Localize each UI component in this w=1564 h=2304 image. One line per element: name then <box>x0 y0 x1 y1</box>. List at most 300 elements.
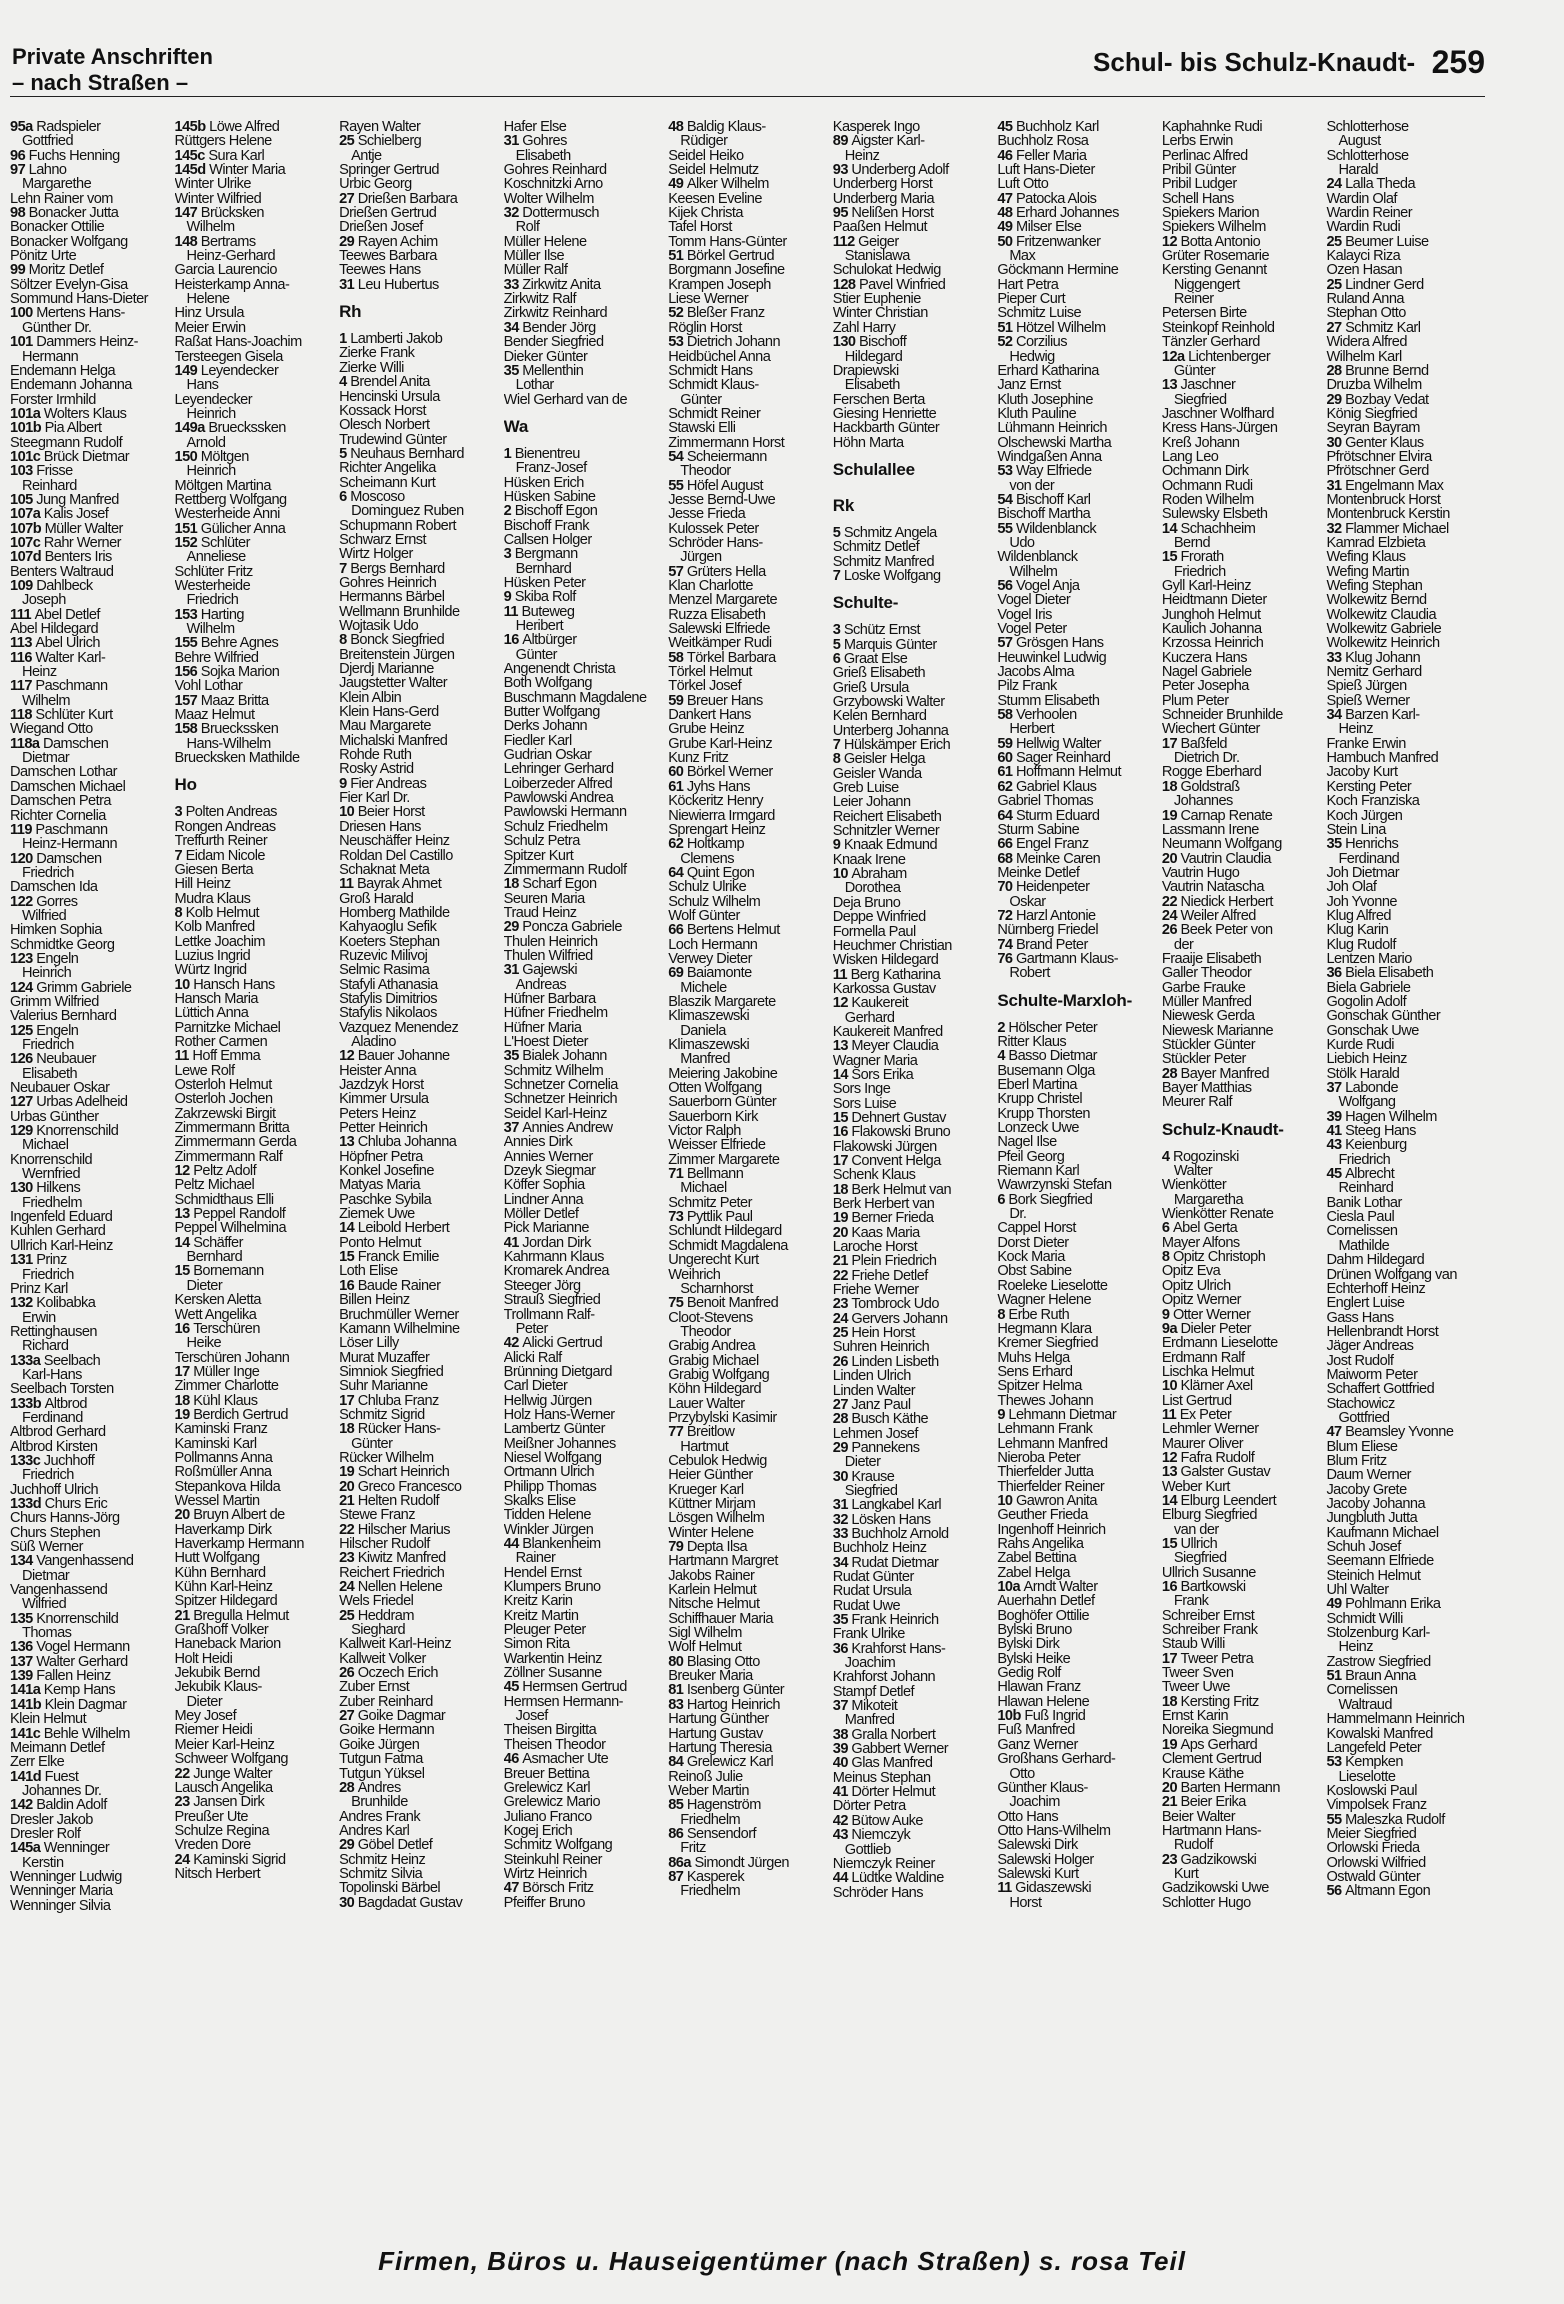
directory-entry: Altbrod Gerhard <box>10 1425 106 1440</box>
directory-entry: Noreika Siegmund <box>1161 1723 1274 1738</box>
directory-entry: Hellwig Jürgen <box>503 1393 592 1408</box>
directory-entry: Schröder Hans <box>832 1885 923 1900</box>
entry-continuation: Wilhelm <box>186 622 235 637</box>
directory-entry: Heidbüchel Anna <box>668 349 771 364</box>
directory-entry: 43 Keienburg <box>1326 1138 1407 1153</box>
house-number: 145d <box>174 163 210 178</box>
house-number: 64 <box>668 865 687 881</box>
house-number: 101b <box>10 421 45 436</box>
directory-entry: Andres Frank <box>339 1809 421 1824</box>
house-number: 16 <box>503 633 523 648</box>
house-number: 48 <box>997 206 1016 221</box>
directory-entry: 36 Krahforst Hans- <box>832 1641 946 1657</box>
house-number: 22 <box>1161 894 1181 909</box>
house-number: 9 <box>503 590 515 605</box>
directory-entry: 54 Bischoff Karl <box>997 492 1091 508</box>
directory-entry: 35 Frank Heinrich <box>832 1613 939 1628</box>
entry-continuation: Theodor <box>680 1324 731 1340</box>
directory-entry: Kaminski Karl <box>174 1436 257 1451</box>
directory-entry: 130 Bischoff <box>832 335 907 350</box>
directory-entry: 30 Genter Klaus <box>1326 435 1424 450</box>
directory-entry: 47 Patocka Alois <box>997 191 1097 207</box>
directory-entry: Abel Hildegard <box>10 622 99 637</box>
directory-entry: Klimaszewski <box>668 1038 750 1053</box>
entry-continuation: Daniela <box>680 1023 726 1038</box>
entry-continuation: Wilhelm <box>186 220 235 235</box>
directory-entry: Kluth Pauline <box>997 406 1077 422</box>
directory-entry: 27 Drießen Barbara <box>339 191 458 207</box>
directory-entry: 51 Braun Anna <box>1326 1669 1416 1684</box>
directory-entry: Liebich Heinz <box>1326 1052 1407 1067</box>
directory-entry: 52 Corzilius <box>997 335 1067 350</box>
directory-entry: Altbrod Kirsten <box>10 1439 98 1454</box>
directory-entry: 29 Göbel Detlef <box>339 1838 433 1853</box>
house-number: 10 <box>1161 1379 1181 1394</box>
directory-entry: Both Wolfgang <box>503 676 592 691</box>
directory-entry: Roeleke Lieselotte <box>997 1278 1108 1294</box>
directory-entry: 41 Dörter Helmut <box>832 1785 936 1800</box>
directory-entry: Hlawan Helene <box>997 1694 1090 1710</box>
house-number: 8 <box>339 633 351 648</box>
house-number: 105 <box>10 492 37 508</box>
directory-entry: Kossack Horst <box>339 403 427 419</box>
directory-entry: Daum Werner <box>1326 1468 1411 1483</box>
directory-entry: Steegmann Rudolf <box>10 435 123 450</box>
directory-entry: Vohl Lothar <box>174 679 243 694</box>
directory-entry: 25 Heddram <box>339 1608 414 1624</box>
directory-entry: Joh Dietmar <box>1326 865 1400 881</box>
house-number: 66 <box>997 837 1016 852</box>
directory-entry: Stafylis Nikolaos <box>339 1006 437 1021</box>
directory-entry: 51 Hötzel Wilhelm <box>997 320 1106 336</box>
directory-entry: Salewski Elfriede <box>668 622 770 637</box>
directory-entry: Garbe Frauke <box>1161 980 1246 995</box>
directory-entry: Stückler Günter <box>1161 1038 1256 1053</box>
directory-column <box>504 120 663 2240</box>
directory-entry: Schweer Wolfgang <box>174 1752 288 1767</box>
directory-entry: Stumm Elisabeth <box>997 693 1100 709</box>
directory-entry: 8 Kolb Helmut <box>174 905 260 921</box>
directory-entry: Heisterkamp Anna- <box>174 277 290 293</box>
directory-entry: 23 Jansen Dirk <box>174 1795 265 1810</box>
directory-entry: 20 Vautrin Claudia <box>1161 851 1271 866</box>
directory-entry: Zimmermann Horst <box>668 435 785 450</box>
directory-entry: 8 Geisler Helga <box>832 752 926 767</box>
house-number: 120 <box>10 851 37 866</box>
directory-entry: Nagel Gabriele <box>1161 665 1252 680</box>
directory-entry: 132 Kolibabka <box>10 1296 96 1311</box>
house-number: 69 <box>668 966 687 981</box>
header-section-title <box>12 44 213 96</box>
directory-entry: Weber Martin <box>668 1783 749 1799</box>
directory-entry: Bischoff Frank <box>503 518 589 533</box>
house-number: 44 <box>832 1871 852 1886</box>
house-number: 20 <box>832 1225 852 1241</box>
directory-entry: Jekubik Klaus- <box>174 1680 262 1695</box>
directory-entry: 24 Weiler Alfred <box>1161 908 1256 924</box>
directory-entry: Rosky Astrid <box>339 762 414 777</box>
directory-entry: Tersteegen Gisela <box>174 349 283 364</box>
directory-entry: 24 Lalla Theda <box>1326 177 1416 192</box>
directory-entry: Janz Ernst <box>997 378 1061 393</box>
directory-entry: 142 Baldin Adolf <box>10 1798 107 1813</box>
house-number: 35 <box>503 363 523 379</box>
entry-continuation: Fritz <box>680 1841 706 1856</box>
house-number: 32 <box>832 1512 852 1527</box>
directory-entry: Springer Gertrud <box>339 163 440 178</box>
directory-entry: Stückler Peter <box>1161 1052 1246 1067</box>
directory-entry: Teewes Barbara <box>339 249 437 264</box>
directory-entry: Homberg Mathilde <box>339 905 450 921</box>
street-heading: Ho <box>174 775 197 795</box>
directory-entry: Zabel Helga <box>997 1565 1070 1581</box>
directory-entry: 9 Knaak Edmund <box>832 838 938 853</box>
directory-entry: Thewes Johann <box>997 1393 1094 1408</box>
directory-entry: 66 Bertens Helmut <box>668 923 780 938</box>
directory-entry: Lischka Helmut <box>1161 1364 1254 1380</box>
directory-entry: Drünen Wolfgang van <box>1326 1267 1457 1282</box>
directory-entry: Kremer Siegfried <box>997 1336 1099 1351</box>
house-number: 107c <box>10 535 44 551</box>
directory-entry: 103 Frisse <box>10 464 73 479</box>
house-number: 30 <box>1326 435 1346 450</box>
directory-entry: 21 Bregulla Helmut <box>174 1608 289 1624</box>
directory-entry: Sulewsky Elsbeth <box>1161 507 1268 522</box>
directory-entry: Steinkuhl Reiner <box>503 1852 602 1867</box>
directory-entry: Kulossek Peter <box>668 521 759 536</box>
directory-entry: Maaz Helmut <box>174 708 255 723</box>
directory-entry: Berk Herbert van <box>832 1197 935 1212</box>
directory-entry: Schulz Petra <box>503 834 580 849</box>
directory-entry: 49 Alker Wilhelm <box>668 177 769 192</box>
directory-entry: 35 Bialek Johann <box>503 1049 607 1064</box>
directory-entry: 31 Engelmann Max <box>1326 478 1444 493</box>
directory-entry: Koch Franziska <box>1326 794 1420 809</box>
house-number: 3 <box>503 547 515 562</box>
house-number: 117 <box>10 679 36 694</box>
house-number: 148 <box>174 234 201 250</box>
house-number: 30 <box>832 1469 852 1484</box>
directory-entry: 158 Brueckssken <box>174 722 279 737</box>
header-range <box>1093 44 1485 81</box>
directory-entry: Michalski Manfred <box>339 733 448 749</box>
directory-entry: Callsen Holger <box>503 532 592 548</box>
directory-entry: Hinz Ursula <box>174 306 244 321</box>
directory-entry: Garcia Laurencio <box>174 263 277 278</box>
directory-entry: 126 Neubauer <box>10 1052 96 1067</box>
directory-entry: 18 Scharf Egon <box>503 877 597 892</box>
directory-entry: 55 Höfel August <box>668 478 764 493</box>
directory-entry: 56 Vogel Anja <box>997 579 1080 594</box>
spacer <box>833 486 992 490</box>
directory-entry: Wildenblanck <box>997 550 1078 565</box>
house-number: 18 <box>503 877 523 892</box>
directory-entry: Pfrötschner Gerd <box>1326 464 1429 479</box>
directory-entry: Grelewicz Karl <box>503 1780 591 1796</box>
directory-entry: 42 Bütow Auke <box>832 1813 923 1829</box>
directory-entry: Wolkewitz Heinrich <box>1326 636 1440 651</box>
directory-entry: Schlüter Fritz <box>174 564 253 579</box>
house-number: 10 <box>832 867 852 882</box>
directory-entry: Wolkewitz Bernd <box>1326 593 1427 608</box>
page-number: 259 <box>1431 44 1485 80</box>
directory-entry: 12a Lichtenberger <box>1161 349 1271 364</box>
entry-continuation: van der <box>1173 1522 1219 1537</box>
directory-entry: Lonzeck Uwe <box>997 1121 1079 1136</box>
directory-entry: Vazquez Menendez <box>339 1020 459 1035</box>
directory-entry: Giesing Henriette <box>832 406 937 422</box>
directory-entry: 149a Brueckssken <box>174 421 286 436</box>
house-number: 20 <box>1161 1780 1181 1796</box>
house-number: 9 <box>997 1407 1009 1423</box>
directory-entry: Kasperek Ingo <box>832 120 920 135</box>
directory-entry: Biela Gabriele <box>1326 980 1411 995</box>
house-number: 35 <box>503 1049 523 1064</box>
directory-entry: 80 Blasing Otto <box>668 1654 760 1670</box>
directory-entry: 134 Vangenhassend <box>10 1554 134 1569</box>
house-number: 8 <box>174 905 186 921</box>
directory-entry: Seemann Elfriede <box>1326 1554 1434 1569</box>
directory-entry: Menzel Margarete <box>668 593 778 608</box>
directory-entry: Gonschak Uwe <box>1326 1023 1419 1038</box>
entry-continuation: Heinrich <box>186 406 236 422</box>
directory-entry: Zimmer Charlotte <box>174 1379 279 1394</box>
directory-entry: 14 Leibold Herbert <box>339 1221 450 1236</box>
directory-entry: 12 Bauer Johanne <box>339 1049 450 1064</box>
directory-entry: 26 Oczech Erich <box>339 1666 438 1681</box>
directory-entry: 10b Fuß Ingrid <box>997 1709 1086 1724</box>
street-heading: Schulte-Marxloh- <box>997 990 1133 1010</box>
directory-entry: Schmitz Peter <box>668 1195 752 1211</box>
directory-entry: Galler Theodor <box>1161 966 1252 981</box>
directory-entry: Salewski Dirk <box>997 1838 1078 1853</box>
directory-entry: Stewe Franz <box>339 1508 415 1523</box>
directory-entry: Schupmann Robert <box>339 518 457 533</box>
directory-entry: Rüttgers Helene <box>174 134 272 149</box>
directory-entry: Hartung Günther <box>668 1712 769 1727</box>
directory-entry: 141b Klein Dagmar <box>10 1697 127 1713</box>
directory-entry: Meurer Ralf <box>1161 1095 1233 1110</box>
directory-entry: Pollmanns Anna <box>174 1450 273 1466</box>
directory-entry: 60 Sager Reinhard <box>997 751 1111 766</box>
directory-entry: Schmitz Manfred <box>832 554 935 569</box>
directory-entry: Wagner Maria <box>832 1053 918 1068</box>
house-number: 27 <box>832 1397 852 1413</box>
directory-entry: 23 Gadzikowski <box>1161 1852 1257 1867</box>
directory-entry: Sturm Sabine <box>997 822 1080 838</box>
directory-entry: 107d Benters Iris <box>10 550 112 565</box>
house-number: 30 <box>339 1895 358 1910</box>
directory-entry: 31 Leu Hubertus <box>339 277 439 293</box>
directory-entry: Skalks Elise <box>503 1493 576 1509</box>
entry-continuation: Thomas <box>22 1626 72 1641</box>
directory-entry: Hart Petra <box>997 277 1059 293</box>
directory-entry: 147 Brücksken <box>174 206 264 221</box>
house-number: 158 <box>174 722 201 737</box>
directory-entry: Wirtz Heinrich <box>503 1866 587 1882</box>
directory-entry: Stein Lina <box>1326 822 1386 838</box>
directory-entry: Thulen Heinrich <box>503 934 598 949</box>
directory-entry: Günther Klaus- <box>997 1780 1088 1796</box>
directory-entry: Druzba Wilhelm <box>1326 378 1422 393</box>
directory-entry: Jacoby Grete <box>1326 1482 1407 1497</box>
directory-entry: Wefing Stephan <box>1326 579 1423 594</box>
directory-entry: 57 Grüters Hella <box>668 564 766 579</box>
directory-entry: 7 Eidam Nicole <box>174 848 265 863</box>
house-number: 25 <box>1326 277 1346 293</box>
entry-continuation: Hartmut <box>680 1439 729 1454</box>
entry-continuation: Stanislawa <box>844 249 910 264</box>
entry-continuation: Manfred <box>844 1713 895 1728</box>
house-number: 139 <box>10 1669 37 1684</box>
directory-entry: 35 Henrichs <box>1326 837 1399 852</box>
house-number: 18 <box>1161 779 1181 795</box>
house-number: 17 <box>339 1393 358 1408</box>
directory-entry: Wenninger Maria <box>10 1884 113 1899</box>
directory-entry: Ingenfeld Eduard <box>10 1210 113 1225</box>
directory-entry: Lauer Walter <box>668 1396 745 1411</box>
directory-entry: 47 Beamsley Yvonne <box>1326 1425 1454 1440</box>
directory-entry: 101 Dammers Heinz- <box>10 335 138 350</box>
directory-entry: 59 Hellwig Walter <box>997 736 1101 752</box>
entry-continuation: Brunhilde <box>351 1795 408 1810</box>
entry-continuation: Michael <box>22 1138 69 1153</box>
directory-entry: Verwey Dieter <box>668 951 752 967</box>
directory-entry: Juliano Franco <box>503 1809 592 1824</box>
directory-entry: Lüttich Anna <box>174 1006 249 1021</box>
directory-entry: 86a Simondt Jürgen <box>668 1855 789 1870</box>
directory-entry: 69 Baiamonte <box>668 966 752 981</box>
entry-continuation: August <box>1338 134 1381 149</box>
page-footer-note: Firmen, Büros u. Hauseigentümer (nach Straßen) s. rosa Teil <box>378 2246 1186 2276</box>
house-number: 15 <box>1161 550 1181 565</box>
directory-entry: Gogolin Adolf <box>1326 994 1407 1010</box>
directory-entry: Wardin Rudi <box>1326 220 1401 235</box>
entry-continuation: Hans <box>186 378 219 393</box>
entry-continuation: Ferdinand <box>1338 851 1400 866</box>
house-number: 47 <box>1326 1425 1346 1440</box>
directory-entry: Giesen Berta <box>174 862 254 878</box>
entry-continuation: Friedrich <box>1338 1152 1391 1168</box>
directory-entry: Wawrzynski Stefan <box>997 1178 1112 1193</box>
street-heading: Rk <box>832 495 855 515</box>
house-number: 68 <box>997 851 1016 866</box>
house-number: 10a <box>997 1580 1024 1595</box>
house-number: 18 <box>1161 1694 1181 1710</box>
directory-entry: Göckmann Hermine <box>997 263 1119 278</box>
house-number: 24 <box>339 1580 358 1595</box>
directory-entry: 145d Winter Maria <box>174 163 286 178</box>
directory-entry: Maurer Oliver <box>1161 1436 1244 1451</box>
directory-entry: Jazdzyk Horst <box>339 1078 424 1093</box>
entry-continuation: Hermann <box>22 349 79 364</box>
entry-continuation: Udo <box>1009 535 1035 551</box>
house-number: 133b <box>10 1396 45 1411</box>
house-number: 74 <box>997 937 1016 952</box>
directory-entry: 21 Helten Rudolf <box>339 1493 440 1509</box>
directory-entry: 13 Peppel Randolf <box>174 1207 286 1222</box>
house-number: 21 <box>339 1493 358 1509</box>
entry-continuation: Dietrich Dr. <box>1173 751 1240 766</box>
directory-entry: Kreitz Martin <box>503 1608 579 1624</box>
directory-entry: 14 Sors Erika <box>832 1067 914 1083</box>
house-number: 4 <box>339 375 351 390</box>
directory-entry: 53 Kempken <box>1326 1755 1403 1770</box>
directory-entry: 21 Beier Erika <box>1161 1795 1246 1810</box>
directory-entry: Riemann Karl <box>997 1164 1080 1179</box>
directory-entry: Grube Heinz <box>668 722 745 737</box>
directory-entry: 45 Hermsen Gertrud <box>503 1680 627 1695</box>
directory-entry: Vautrin Natascha <box>1161 880 1264 895</box>
entry-continuation: Scharnhorst <box>680 1281 753 1297</box>
directory-entry: Ritter Klaus <box>997 1034 1067 1050</box>
directory-entry: Cappel Horst <box>997 1221 1076 1236</box>
house-number: 5 <box>339 446 351 462</box>
directory-entry: Wardin Reiner <box>1326 206 1413 221</box>
house-number: 86 <box>668 1826 687 1842</box>
directory-entry: Annies Dirk <box>503 1135 573 1150</box>
directory-entry: Liese Werner <box>668 292 749 307</box>
directory-entry: Cornelissen <box>1326 1224 1398 1239</box>
directory-entry: 40 Glas Manfred <box>832 1756 933 1771</box>
house-number: 129 <box>10 1124 37 1139</box>
entry-continuation: Dietmar <box>22 1568 70 1584</box>
directory-column <box>997 120 1156 2240</box>
directory-entry: 10 Abraham <box>832 867 907 882</box>
house-number: 66 <box>668 923 687 938</box>
house-number: 157 <box>174 693 201 709</box>
directory-entry: Stephan Otto <box>1326 306 1406 321</box>
directory-entry: 79 Depta Ilsa <box>668 1540 748 1555</box>
directory-entry: 155 Behre Agnes <box>174 636 279 651</box>
directory-entry: 89 Aigster Karl- <box>832 134 925 149</box>
directory-entry: Auerhahn Detlef <box>997 1594 1095 1609</box>
directory-entry: 122 Gorres <box>10 894 78 909</box>
directory-entry: Olschewski Martha <box>997 435 1112 450</box>
entry-continuation: Heinz <box>1338 1640 1373 1655</box>
directory-entry: Schmidt Willi <box>1326 1611 1403 1627</box>
directory-entry: Salewski Holger <box>997 1852 1094 1867</box>
directory-entry: 27 Goike Dagmar <box>339 1709 446 1724</box>
entry-continuation: Arnold <box>186 435 226 450</box>
directory-entry: Stachowicz <box>1326 1396 1395 1411</box>
house-number: 36 <box>1326 966 1346 981</box>
directory-entry: Spitzer Hildegard <box>174 1594 278 1609</box>
house-number: 16 <box>832 1125 852 1140</box>
directory-entry: Lühmann Heinrich <box>997 421 1107 436</box>
directory-entry: Schmitz Wolfgang <box>503 1838 613 1853</box>
house-number: 3 <box>174 805 186 820</box>
house-number: 55 <box>1326 1812 1346 1827</box>
directory-entry: Zahl Harry <box>832 320 896 336</box>
directory-entry: Rettberg Wolfgang <box>174 492 287 508</box>
directory-entry: Zierke Frank <box>339 346 415 361</box>
directory-entry: 10 Beier Horst <box>339 805 425 820</box>
directory-entry: 11 Berg Katharina <box>832 967 941 982</box>
directory-entry: Klein Albin <box>339 690 402 706</box>
directory-entry: Schmitz Detlef <box>832 540 920 555</box>
house-number: 37 <box>832 1699 852 1714</box>
directory-entry: Schulze Regina <box>174 1823 270 1839</box>
directory-entry: Lausch Angelika <box>174 1780 273 1796</box>
house-number: 73 <box>668 1210 687 1225</box>
directory-entry: Krupp Christel <box>997 1092 1083 1107</box>
directory-entry: Schulz Ulrike <box>668 880 747 895</box>
entry-continuation: Hedwig <box>1009 349 1055 364</box>
directory-entry: 12 Peltz Adolf <box>174 1164 257 1179</box>
entry-continuation: Günter <box>351 1436 393 1451</box>
directory-entry: Formella Paul <box>832 924 916 939</box>
